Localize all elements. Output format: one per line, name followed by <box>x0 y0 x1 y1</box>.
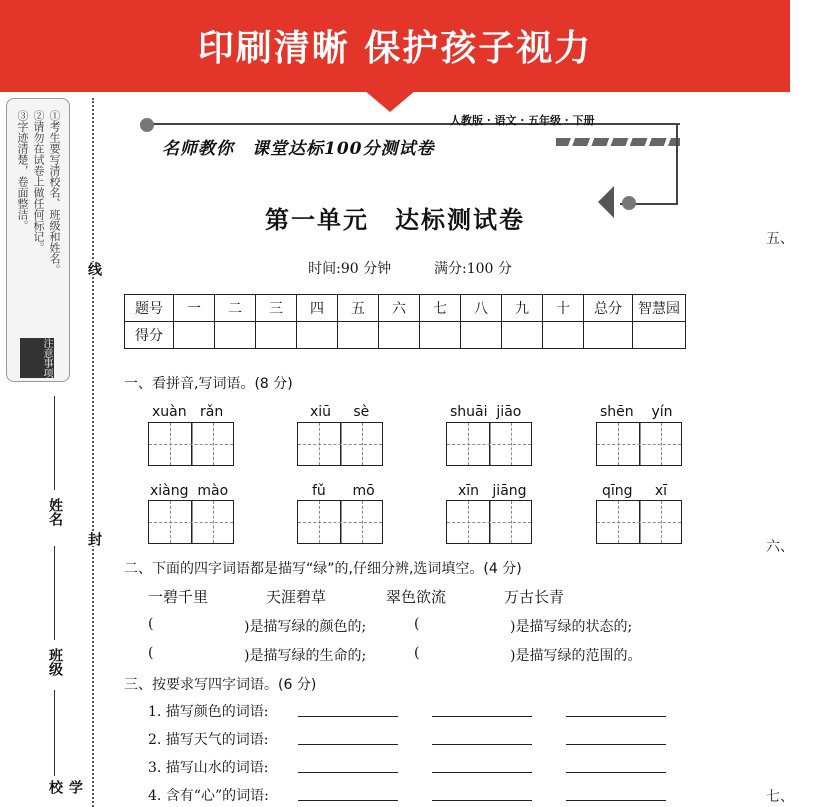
answer-line[interactable] <box>566 772 666 773</box>
section1-title: 一、看拼音,写词语。(8 分) <box>124 376 293 392</box>
score-cell[interactable] <box>584 322 633 349</box>
answer-line[interactable] <box>298 800 398 801</box>
pinyin: fǔ mō <box>312 483 375 499</box>
notice-item-2: ②请勿在试卷上做任何标记。 <box>32 110 45 253</box>
school-line <box>54 690 55 776</box>
answer-line[interactable] <box>432 744 532 745</box>
section2-title: 二、下面的四字词语都是描写“绿”的,仔细分辨,选词填空。(4 分) <box>124 561 522 577</box>
score-cell[interactable] <box>338 322 379 349</box>
writing-grid[interactable] <box>596 500 682 544</box>
exam-full: 满分:100 分 <box>434 261 512 277</box>
score-cell[interactable] <box>297 322 338 349</box>
pinyin: shēn yín <box>600 404 673 420</box>
score-table <box>124 294 686 349</box>
class-line <box>54 546 55 640</box>
fill-bracket: ( <box>148 645 154 661</box>
writing-grid[interactable] <box>446 500 532 544</box>
notice-label: 注意事项 <box>20 338 54 378</box>
exam-title: 第一单元 达标测试卷 <box>265 205 525 234</box>
right-q5: 五、 <box>766 231 794 247</box>
answer-line[interactable] <box>566 716 666 717</box>
right-q6: 六、 <box>766 539 794 555</box>
name-line <box>54 396 55 490</box>
answer-line[interactable] <box>298 772 398 773</box>
answer-line[interactable] <box>298 716 398 717</box>
brand-title: 名师教你 课堂达标100分测试卷 <box>162 139 435 159</box>
score-header: 九 <box>502 295 543 322</box>
score-header: 题号 <box>125 295 174 322</box>
writing-grid[interactable] <box>297 500 383 544</box>
fill-text: )是描写绿的生命的; <box>244 648 367 664</box>
item-label: 3. 描写山水的词语: <box>148 760 269 776</box>
fill-text: )是描写绿的状态的; <box>510 619 633 635</box>
writing-grid[interactable] <box>148 500 234 544</box>
score-header: 一 <box>174 295 215 322</box>
answer-line[interactable] <box>432 772 532 773</box>
fill-bracket: ( <box>414 645 420 661</box>
fill-bracket: ( <box>148 616 154 632</box>
pinyin: xīn jiāng <box>458 483 527 499</box>
cut-label-feng: 封 <box>86 532 102 546</box>
writing-grid[interactable] <box>148 422 234 466</box>
header-dot <box>140 118 154 132</box>
name-label: 姓名 <box>47 498 63 526</box>
writing-grid[interactable] <box>297 422 383 466</box>
fill-text: )是描写绿的范围的。 <box>510 648 642 664</box>
score-cell[interactable] <box>379 322 420 349</box>
word-option: 翠色欲流 <box>386 588 447 606</box>
item-label: 2. 描写天气的词语: <box>148 732 269 748</box>
score-header-row <box>125 295 686 322</box>
score-header: 总分 <box>584 295 633 322</box>
item-label: 1. 描写颜色的词语: <box>148 704 269 720</box>
banner-arrow <box>364 90 416 112</box>
score-cell[interactable] <box>256 322 297 349</box>
notice-item-3: ③字迹清楚，卷面整洁。 <box>16 110 29 231</box>
word-option: 天涯碧草 <box>266 588 327 606</box>
answer-line[interactable] <box>566 800 666 801</box>
score-header: 六 <box>379 295 420 322</box>
banner-title: 印刷清晰 保护孩子视力 <box>197 28 593 69</box>
header-corner <box>676 123 678 205</box>
pinyin: qīng xī <box>602 483 667 499</box>
score-header: 二 <box>215 295 256 322</box>
score-header: 四 <box>297 295 338 322</box>
score-row <box>125 322 686 349</box>
pinyin: xuàn rǎn <box>152 404 224 420</box>
right-q7: 七、 <box>766 789 794 805</box>
score-cell[interactable] <box>174 322 215 349</box>
exam-time: 时间:90 分钟 <box>308 261 392 277</box>
score-header: 智慧园 <box>633 295 686 322</box>
score-row-label: 得分 <box>125 322 174 349</box>
word-option: 一碧千里 <box>148 588 209 606</box>
pinyin: xiū sè <box>310 404 370 420</box>
fill-bracket: ( <box>414 616 420 632</box>
score-cell[interactable] <box>420 322 461 349</box>
cut-label-xian: 线 <box>86 262 102 276</box>
header-stripes <box>556 138 680 146</box>
score-cell[interactable] <box>543 322 584 349</box>
item-label: 4. 含有“心”的词语: <box>148 788 269 804</box>
fill-text: )是描写绿的颜色的; <box>244 619 367 635</box>
score-cell[interactable] <box>502 322 543 349</box>
pinyin: shuāi jiāo <box>450 404 522 420</box>
word-option: 万古长青 <box>504 588 565 606</box>
pinyin: xiàng mào <box>150 483 229 499</box>
writing-grid[interactable] <box>596 422 682 466</box>
section3-title: 三、按要求写四字词语。(6 分) <box>124 677 317 693</box>
answer-line[interactable] <box>432 716 532 717</box>
score-header: 五 <box>338 295 379 322</box>
score-header: 八 <box>461 295 502 322</box>
score-header: 三 <box>256 295 297 322</box>
score-header: 七 <box>420 295 461 322</box>
edition: 人教版 · 语文 · 五年级 · 下册 <box>450 114 595 127</box>
writing-grid[interactable] <box>446 422 532 466</box>
score-cell[interactable] <box>633 322 686 349</box>
score-header: 十 <box>543 295 584 322</box>
school-label: 学校 <box>47 780 83 794</box>
score-cell[interactable] <box>461 322 502 349</box>
notice-item-1: ①考生要写清校名、班级和姓名。 <box>48 110 61 275</box>
answer-line[interactable] <box>566 744 666 745</box>
class-label: 班级 <box>47 648 63 676</box>
answer-line[interactable] <box>298 744 398 745</box>
score-cell[interactable] <box>215 322 256 349</box>
exam-meta <box>0 258 820 278</box>
answer-line[interactable] <box>432 800 532 801</box>
